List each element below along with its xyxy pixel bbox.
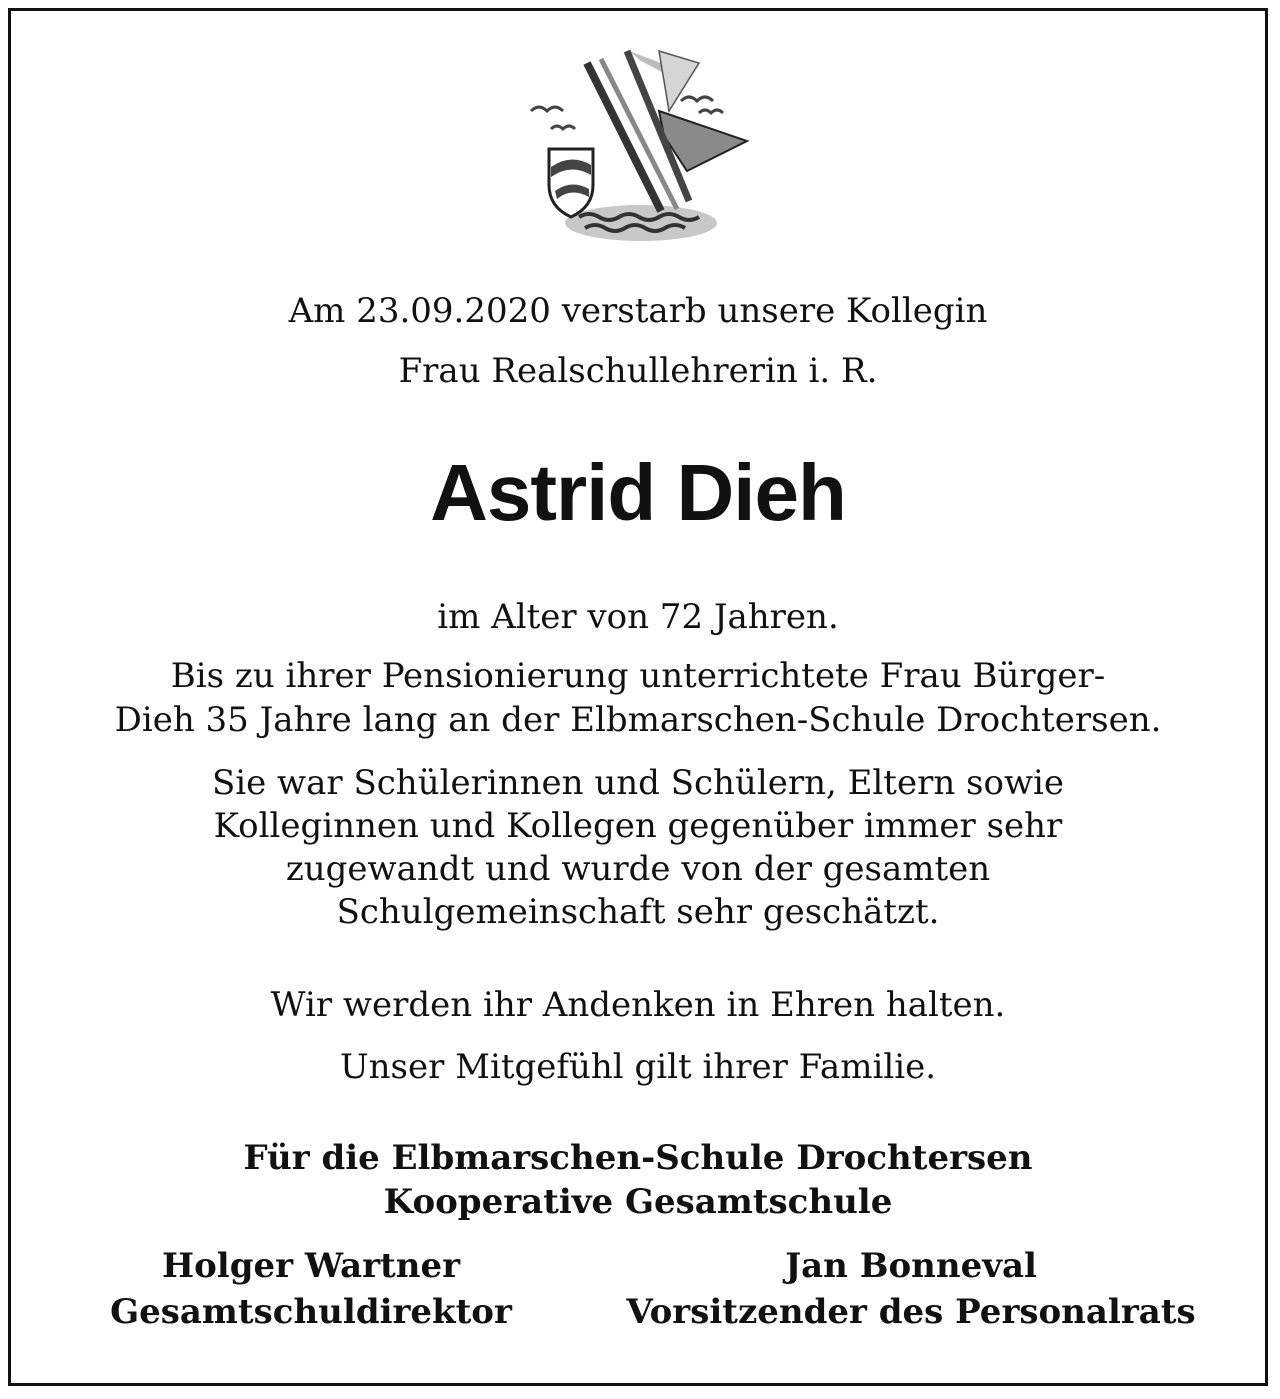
signatory-left <box>61 1243 561 1335</box>
tribute-line-4: Schulgemeinschaft sehr geschätzt. <box>336 892 940 932</box>
signatory-right <box>591 1243 1231 1335</box>
tribute-line-1: Sie war Schülerinnen und Schülern, Eltern sowie <box>211 763 1065 803</box>
intro-block <box>11 281 1265 401</box>
tribute-line-3: zugewandt und wurde von der gesamten <box>285 849 991 889</box>
signatory-name: Holger Wartner <box>161 1246 460 1286</box>
title-line: Frau Realschullehrerin i. R. <box>398 351 878 391</box>
signatory-role: Vorsitzender des Personalrats <box>626 1292 1196 1332</box>
tribute-paragraph <box>11 762 1265 934</box>
closing-condolence: Unser Mitgefühl gilt ihrer Familie. <box>339 1047 936 1087</box>
tribute-line-2: Kolleginnen und Kollegen gegenüber immer sehr <box>213 806 1063 846</box>
organization-line-2: Kooperative Gesamtschule <box>383 1182 893 1222</box>
career-line-1: Bis zu ihrer Pensionierung unterrichtete Frau Bürger- <box>170 656 1106 696</box>
career-line-2: Dieh 35 Jahre lang an der Elbmarschen-Schule Drochtersen. <box>114 700 1162 740</box>
obituary-frame <box>8 8 1268 1386</box>
deceased-name: Astrid Dieh <box>430 448 846 537</box>
signatory-role: Gesamtschuldirektor <box>110 1292 512 1332</box>
death-date-line: Am 23.09.2020 verstarb unsere Kollegin <box>288 291 988 331</box>
organization-block <box>11 1136 1265 1224</box>
school-sailboat-logo-icon <box>519 41 759 246</box>
career-paragraph <box>11 654 1265 742</box>
signatory-name: Jan Bonneval <box>785 1246 1037 1286</box>
closing-remembrance: Wir werden ihr Andenken in Ehren halten. <box>270 985 1006 1025</box>
age-line: im Alter von 72 Jahren. <box>437 597 839 637</box>
organization-line-1: Für die Elbmarschen-Schule Drochtersen <box>243 1138 1033 1178</box>
